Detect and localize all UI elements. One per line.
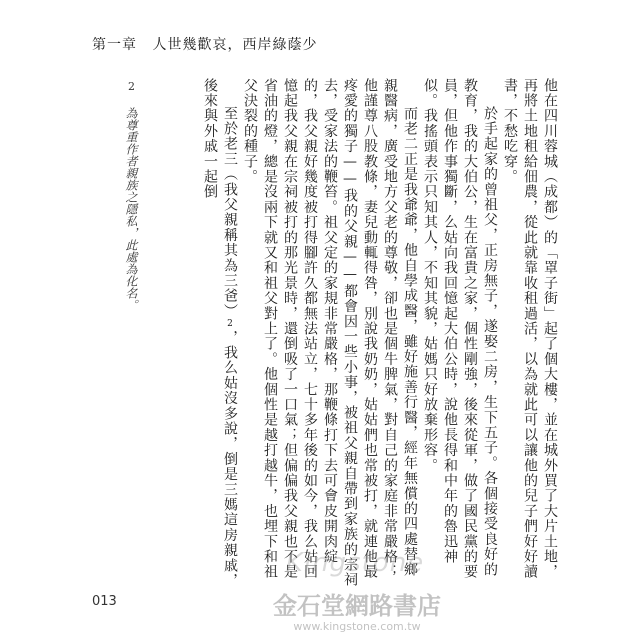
watermark-logo — [232, 590, 482, 634]
watermark-latin: Kingstone — [285, 548, 425, 578]
paragraph-4-end: ，我么姑沒多說，倒是三媽這房親戚，後來與外戚一起倒 — [202, 78, 238, 589]
paragraph-3: 而老二正是我爺爺，他自學成醫，雖好施善行醫，經年無償的四處替鄉親醫病，廣受地方父老的尊敬，卻也是個牛脾氣，對自己的家庭非常嚴格；他謹尊八股教條，妻兒動輒得咎，別說我奶奶，姑姑們也常被打，就連他最疼愛的獨子——我的父親——都會因一些小事，被祖父親自帶到家族的宗祠去，受家法的鞭笞。祖父定的家規非常嚴格，那鞭條打下去可會皮開肉綻的，我父親好幾度被打得腳許久都無法站立，七十多年後的如今，我么姑回憶起我父親在宗祠被打的那光景時，還倒吸了一口氣；但偏偏我父親也不是省油的燈，總是沒兩下就又和祖父對上了。他個性是越打越牛，也埋下和祖父決裂的種子。 — [242, 78, 418, 588]
paragraph-1: 他在四川蓉城（成都）的「罩子街」起了個大樓，並在城外買了大片土地，再將土地租給佃農，從此就靠收租過活，以為就此可以讓他的兒子們好好讀書，不愁吃穿。 — [502, 78, 558, 580]
footnote-text: 為尊重作者親族之隱私，此處為化名。 — [124, 107, 138, 311]
footnote — [124, 80, 138, 580]
running-head — [92, 34, 317, 54]
paragraph-2: 於手起家的曾祖父，正房無子，遂娶二房，生下五子。各個接受良好的教育，我的大伯公，生在富貴之家，個性剛強，後來從軍，做了國民黨的要員，但他作事獨斷，么姑向我回憶起大伯公時，說他長得和中年的魯迅神似。我搖頭表示只知其人，不知其貌，姑媽只好放棄形容。 — [422, 78, 498, 580]
watermark-logo-text: 金石堂網路書店 — [273, 591, 441, 620]
body-text — [160, 78, 560, 590]
footnote-number: 2 — [125, 80, 138, 93]
chapter-label: 第一章 — [92, 37, 137, 53]
watermark-url: www.kingstone.com.tw — [293, 620, 421, 633]
page-number: 013 — [92, 594, 117, 609]
paragraph-4 — [200, 78, 240, 590]
footnote-reference: 2 — [225, 318, 235, 331]
chapter-title: 人世幾歡哀，西岸綠蔭少 — [152, 37, 318, 53]
paragraph-4-start: 至於老三（我父親稱其為三爸） — [222, 106, 238, 319]
